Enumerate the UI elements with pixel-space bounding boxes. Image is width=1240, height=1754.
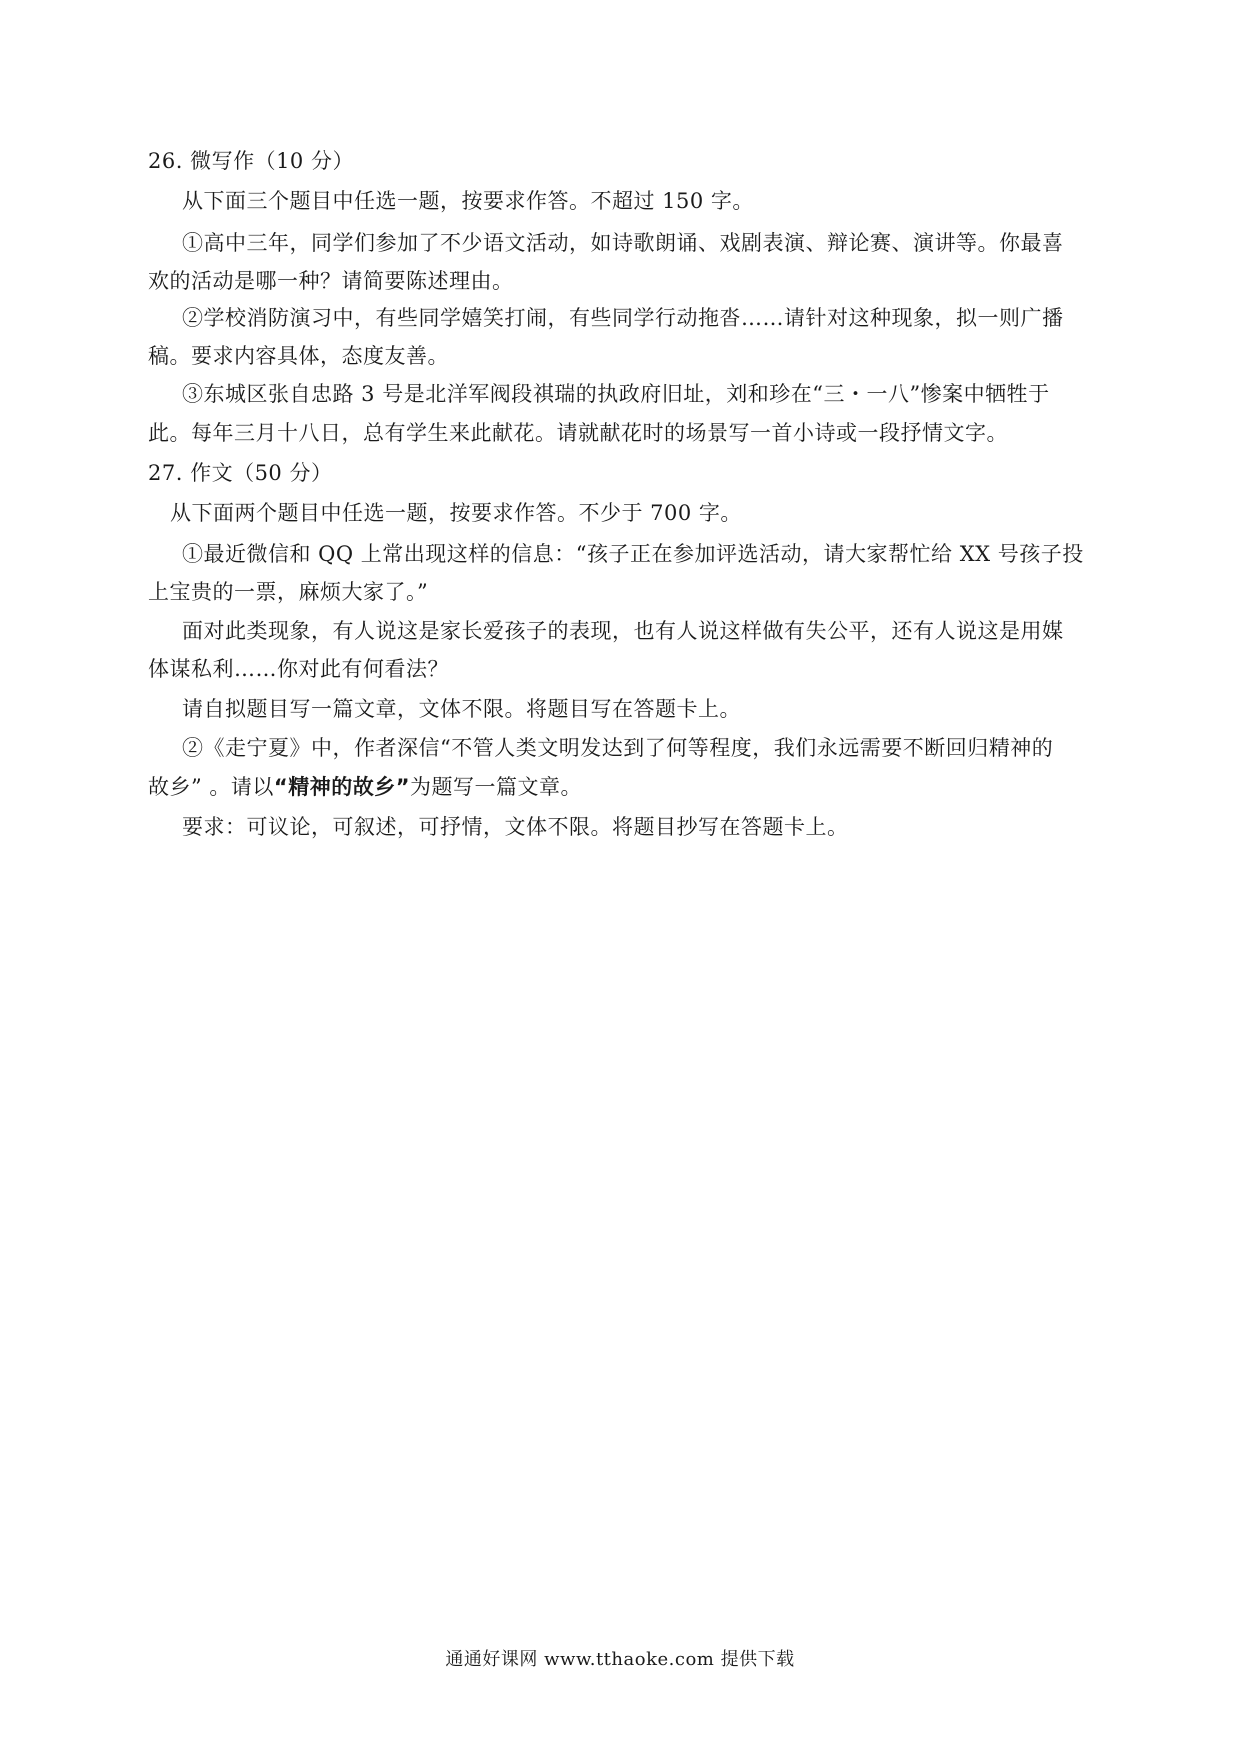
q27-option1-para2-line2: 体谋私利……你对此有何看法？: [148, 657, 449, 681]
q27-option2-line2-pre: 故乡” 。请以: [148, 775, 274, 799]
q27-requirement: 要求：可议论，可叙述，可抒情，文体不限。将题目抄写在答题卡上。: [182, 815, 849, 839]
q26-option1-line1: ①高中三年，同学们参加了不少语文活动，如诗歌朗诵、戏剧表演、辩论赛、演讲等。你最喜: [182, 231, 1064, 255]
q26-option3-line1: ③东城区张自忠路 3 号是北洋军阀段祺瑞的执政府旧址，刘和珍在“三・一八”惨案中牺牲于: [182, 382, 1050, 406]
page-footer: 通通好课网 www.tthaoke.com 提供下载: [445, 1649, 795, 1670]
question-27-title: 27. 作文（50 分）: [148, 461, 333, 485]
q27-option2-line2: [148, 772, 582, 802]
question-26-title: 26. 微写作（10 分）: [148, 149, 354, 173]
q27-option1-line1: ①最近微信和 QQ 上常出现这样的信息：“孩子正在参加评选活动，请大家帮忙给 XX 号孩子投: [182, 542, 1084, 566]
q27-option1-para3: 请自拟题目写一篇文章，文体不限。将题目写在答题卡上。: [182, 697, 741, 721]
q27-option1-line2: 上宝贵的一票，麻烦大家了。”: [148, 580, 429, 604]
q27-option1-para2-line1: 面对此类现象，有人说这是家长爱孩子的表现，也有人说这样做有失公平，还有人说这是用媒: [182, 619, 1064, 643]
question-26-intro: 从下面三个题目中任选一题，按要求作答。不超过 150 字。: [182, 189, 754, 213]
q27-option2-line2-post: 为题写一篇文章。: [410, 775, 583, 799]
q26-option2-line1: ②学校消防演习中，有些同学嬉笑打闹，有些同学行动拖沓……请针对这种现象，拟一则广播: [182, 306, 1064, 330]
q26-option2-line2: 稿。要求内容具体，态度友善。: [148, 344, 449, 368]
q26-option3-line2: 此。每年三月十八日，总有学生来此献花。请就献花时的场景写一首小诗或一段抒情文字。: [148, 421, 1008, 445]
question-27-intro: 从下面两个题目中任选一题，按要求作答。不少于 700 字。: [170, 501, 742, 525]
q27-option2-line1: ②《走宁夏》中，作者深信“不管人类文明发达到了何等程度，我们永远需要不断回归精神的: [182, 736, 1054, 760]
essay-topic-title: “精神的故乡”: [273, 775, 411, 799]
q26-option1-line2: 欢的活动是哪一种？请简要陈述理由。: [148, 269, 514, 293]
